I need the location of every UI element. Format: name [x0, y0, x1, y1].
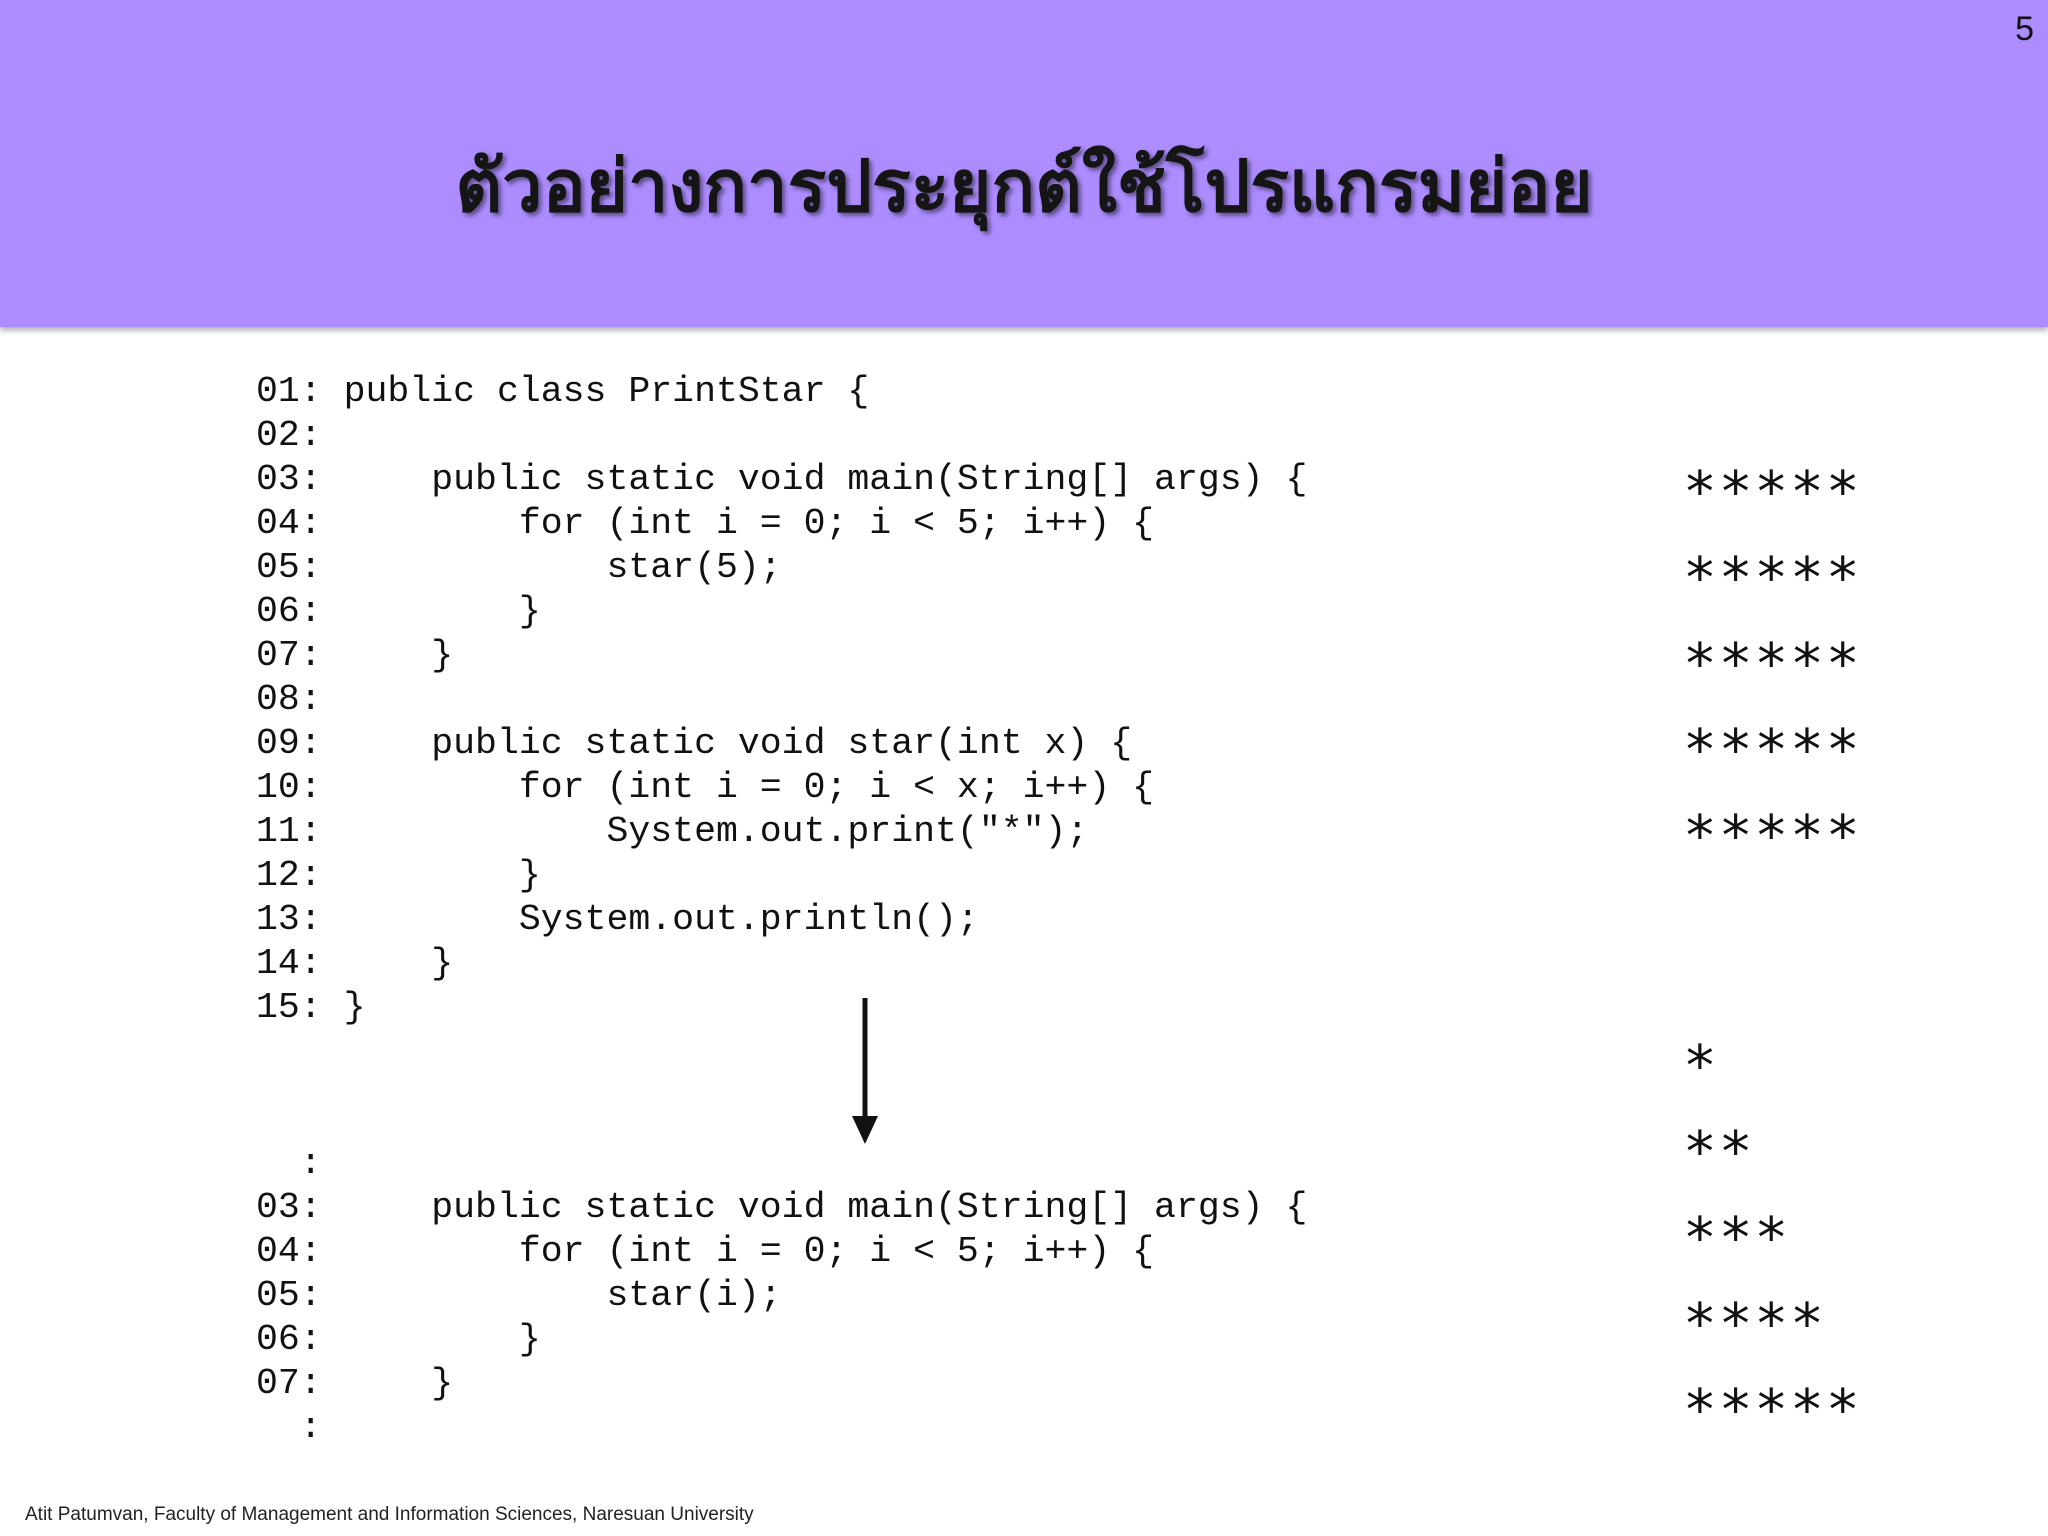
- code-line: 05: star(i);: [256, 1275, 782, 1316]
- code-line: 02:: [256, 415, 322, 456]
- code-line: 13: System.out.println();: [256, 899, 979, 940]
- code-line: 10: for (int i = 0; i < x; i++) {: [256, 767, 1155, 808]
- code-line: 07: }: [256, 635, 454, 676]
- code-line: 06: }: [256, 1319, 541, 1360]
- output-line: *****: [1683, 804, 1862, 869]
- code-line: 14: }: [256, 943, 454, 984]
- code-line: 01: public class PrintStar {: [256, 371, 870, 412]
- output-line: ****: [1683, 1292, 1826, 1357]
- code-line: 05: star(5);: [256, 547, 782, 588]
- output-line: *****: [1683, 460, 1862, 525]
- code-line: :: [256, 1143, 322, 1184]
- slide-title: ตัวอย่างการประยุกต์ใช้โปรแกรมย่อย: [455, 144, 1593, 228]
- code-line: 04: for (int i = 0; i < 5; i++) {: [256, 1231, 1155, 1272]
- output-line: ***: [1683, 1206, 1791, 1271]
- program-output-square: [1683, 450, 1862, 880]
- down-arrow-icon: [848, 998, 882, 1144]
- code-line: 08:: [256, 679, 322, 720]
- page-number: 5: [2015, 10, 2034, 48]
- code-line: 07: }: [256, 1363, 454, 1404]
- output-line: *****: [1683, 718, 1862, 783]
- code-line: 03: public static void main(String[] args) {: [256, 1187, 1308, 1228]
- footer-credit: Atit Patumvan, Faculty of Management and Information Sciences, Naresuan University: [25, 1504, 754, 1525]
- code-listing-modified: [256, 1142, 1307, 1450]
- program-output-triangle: [1683, 1024, 1862, 1454]
- output-line: *****: [1683, 546, 1862, 611]
- code-line: 15: }: [256, 987, 366, 1028]
- code-line: :: [256, 1407, 322, 1448]
- code-line: 03: public static void main(String[] args) {: [256, 459, 1308, 500]
- output-line: *****: [1683, 632, 1862, 697]
- code-line: 11: System.out.print("*");: [256, 811, 1089, 852]
- code-line: 04: for (int i = 0; i < 5; i++) {: [256, 503, 1155, 544]
- code-line: 06: }: [256, 591, 541, 632]
- code-listing-original: [256, 370, 1307, 1030]
- output-line: **: [1683, 1120, 1755, 1185]
- output-line: *: [1683, 1034, 1719, 1099]
- slide-header: [0, 0, 2048, 327]
- code-line: 09: public static void star(int x) {: [256, 723, 1133, 764]
- code-line: 12: }: [256, 855, 541, 896]
- output-line: *****: [1683, 1378, 1862, 1443]
